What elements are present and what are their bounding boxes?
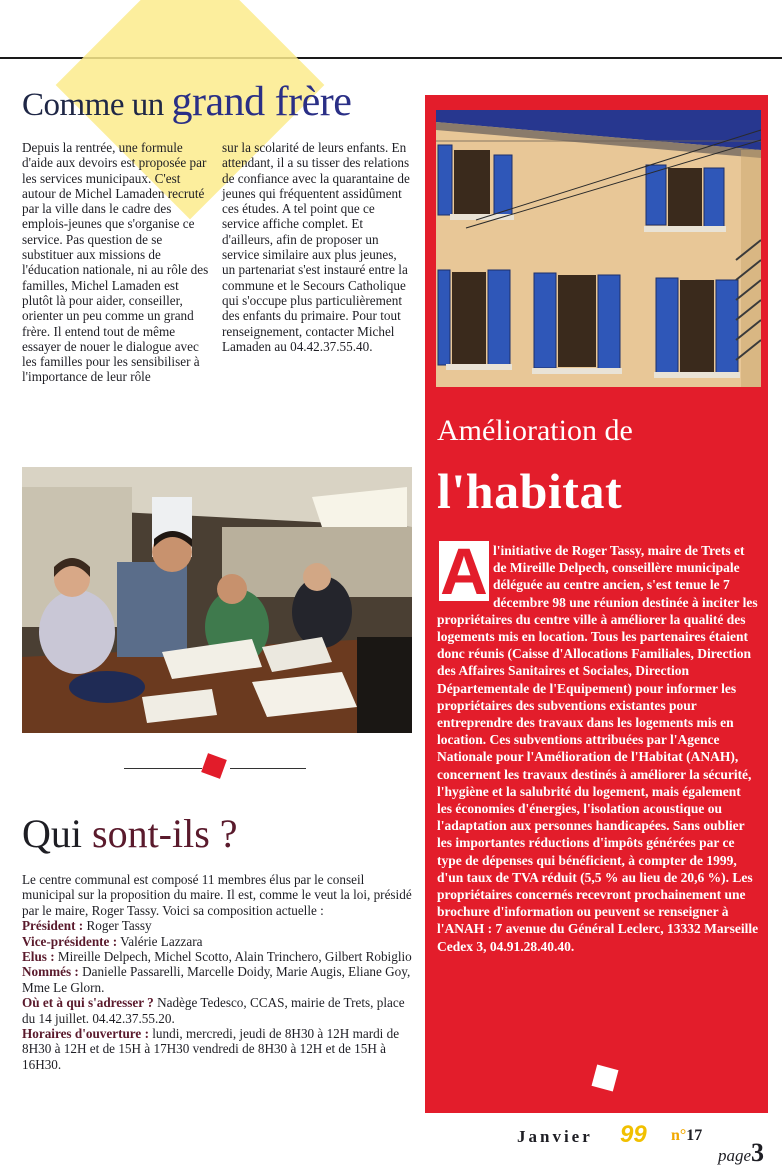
page-number: 3 [751,1138,765,1167]
nommes-value: Danielle Passarelli, Marcelle Doidy, Marie Augis, Eliane Goy, Mme Le Glorn. [22,964,411,995]
article-column-1: Depuis la rentrée, une formule d'aide aux devoirs est proposée par les services municipaux. C'est autour de Michel Lamaden recruté par la ville dans le cadre des emplois-jeunes que s'organise ce service. Pas question de se substituer aux missions de l'éducation nationale, ni au rôle des familles, Michel Lamaden est plutôt là pour aider, conseiller, orienter un peu comme un grand frère. Il entend tout de même essayer de nouer le dialogue avec les familles pour les sensibiliser à l'importance de leur rôle [22,140,209,385]
contact-value: Nadège Tedesco, CCAS, mairie de Trets, place du 14 juillet. 04.42.37.55.20. [22,995,405,1026]
president-value: Roger Tassy [83,918,152,934]
horaires-value: lundi, mercredi, jeudi de 8H30 à 12H mardi de 8H30 à 12H et de 15H à 17H30 vendredi de 8H30 à 12H et de 15H à 16H30. [22,1026,400,1072]
vice-label: Vice-présidente : [22,933,118,949]
issue-prefix: n° [671,1127,687,1144]
separator-left [124,768,202,769]
red-article-title-line2: l'habitat [437,463,623,519]
contact-label: Où et à qui s'adresser ? [22,995,154,1011]
vice-value: Valérie Lazzara [117,933,203,949]
qui-intro: Le centre communal est composé 11 membres élus par le conseil municipal sur la proposition du maire. Il est, comme le veut la loi, présidé par le maire, Roger Tassy. Voici sa composition actuelle : [22,872,412,918]
article-column-2: sur la scolarité de leurs enfants. En attendant, il a su tisser des relations de confiance avec la quarantaine de jeunes qui fréquentent assidûment ces études. A tel point que ce service affiche complet. Et d'ailleurs, afin de proposer un service similaire aux plus jeunes, un partenariat s'est instauré entre la commune et le Secours Catholique qui s'occupe plus particulièrement des enfants du primaire. Pour tout renseignement, contacter Michel Lamaden au 04.42.37.55.40. [222,140,410,354]
nommes-label: Nommés : [22,964,79,980]
classroom-photo [22,467,412,733]
drop-cap: A [440,534,488,608]
article-title-qui-sont-ils: Qui sont-ils ? [22,811,238,856]
house-facade-photo [436,110,761,387]
footer-issue [671,1127,702,1145]
red-article-title-line1: Amélioration de [437,414,633,447]
qui-article-body [22,872,412,1072]
issue-number: 17 [686,1127,703,1144]
article-title-grand-frere: Comme un grand frère [22,79,352,125]
footer-page [718,1138,764,1168]
elus-value: Mireille Delpech, Michel Scotto, Alain Trinchero, Gilbert Robiglio [54,949,412,965]
elus-label: Elus : [22,949,55,965]
footer-year: 99 [620,1121,647,1148]
red-article-text: l'initiative de Roger Tassy, maire de Trets et de Mireille Delpech, conseillère municipale déléguée au centre ancien, s'est tenue le 7 décembre 98 une réunion destinée à inciter les propriétaires du centre ville à améliorer la qualité des logements mis en location. Tous les partenaires étaient donc réunis (Caisse d'Allocations Familiales, Direction des Affaires Sanitaires et Sociales, Direction Départementale de l'Equipement) pour informer les propriétaires des subventions existantes pour entreprendre des travaux dans les logements mis en location. Ces subventions attribuées par l'Agence Nationale pour l'Amélioration de l'Habitat (ANAH), concernent les travaux destinés à améliorer la sécurité, l'hygiène et la salubrité du logement, mais également les économies d'énergies, l'isolation acoustique ou l'adaptation aux personnes handicapées. Sans oublier les importantes réductions d'impôts générées par ce type de dépenses qui bénéficient, à compter de 1999, d'un taux de TVA réduit (5,5 % au lieu de 20,6 %). Les propriétaires concernés recevront prochainement une brochure d'information ou peuvent se renseigner à l'ANAH : 7 avenue du Général Leclerc, 13332 Marseille Cedex 3, 04.91.28.40.40. [437,543,759,954]
footer-month: Janvier [517,1127,593,1146]
page-label: page [718,1146,752,1165]
horaires-label: Horaires d'ouverture : [22,1026,149,1042]
red-square-ornament [201,753,227,779]
separator-right [230,768,306,769]
president-label: Président : [22,918,84,934]
